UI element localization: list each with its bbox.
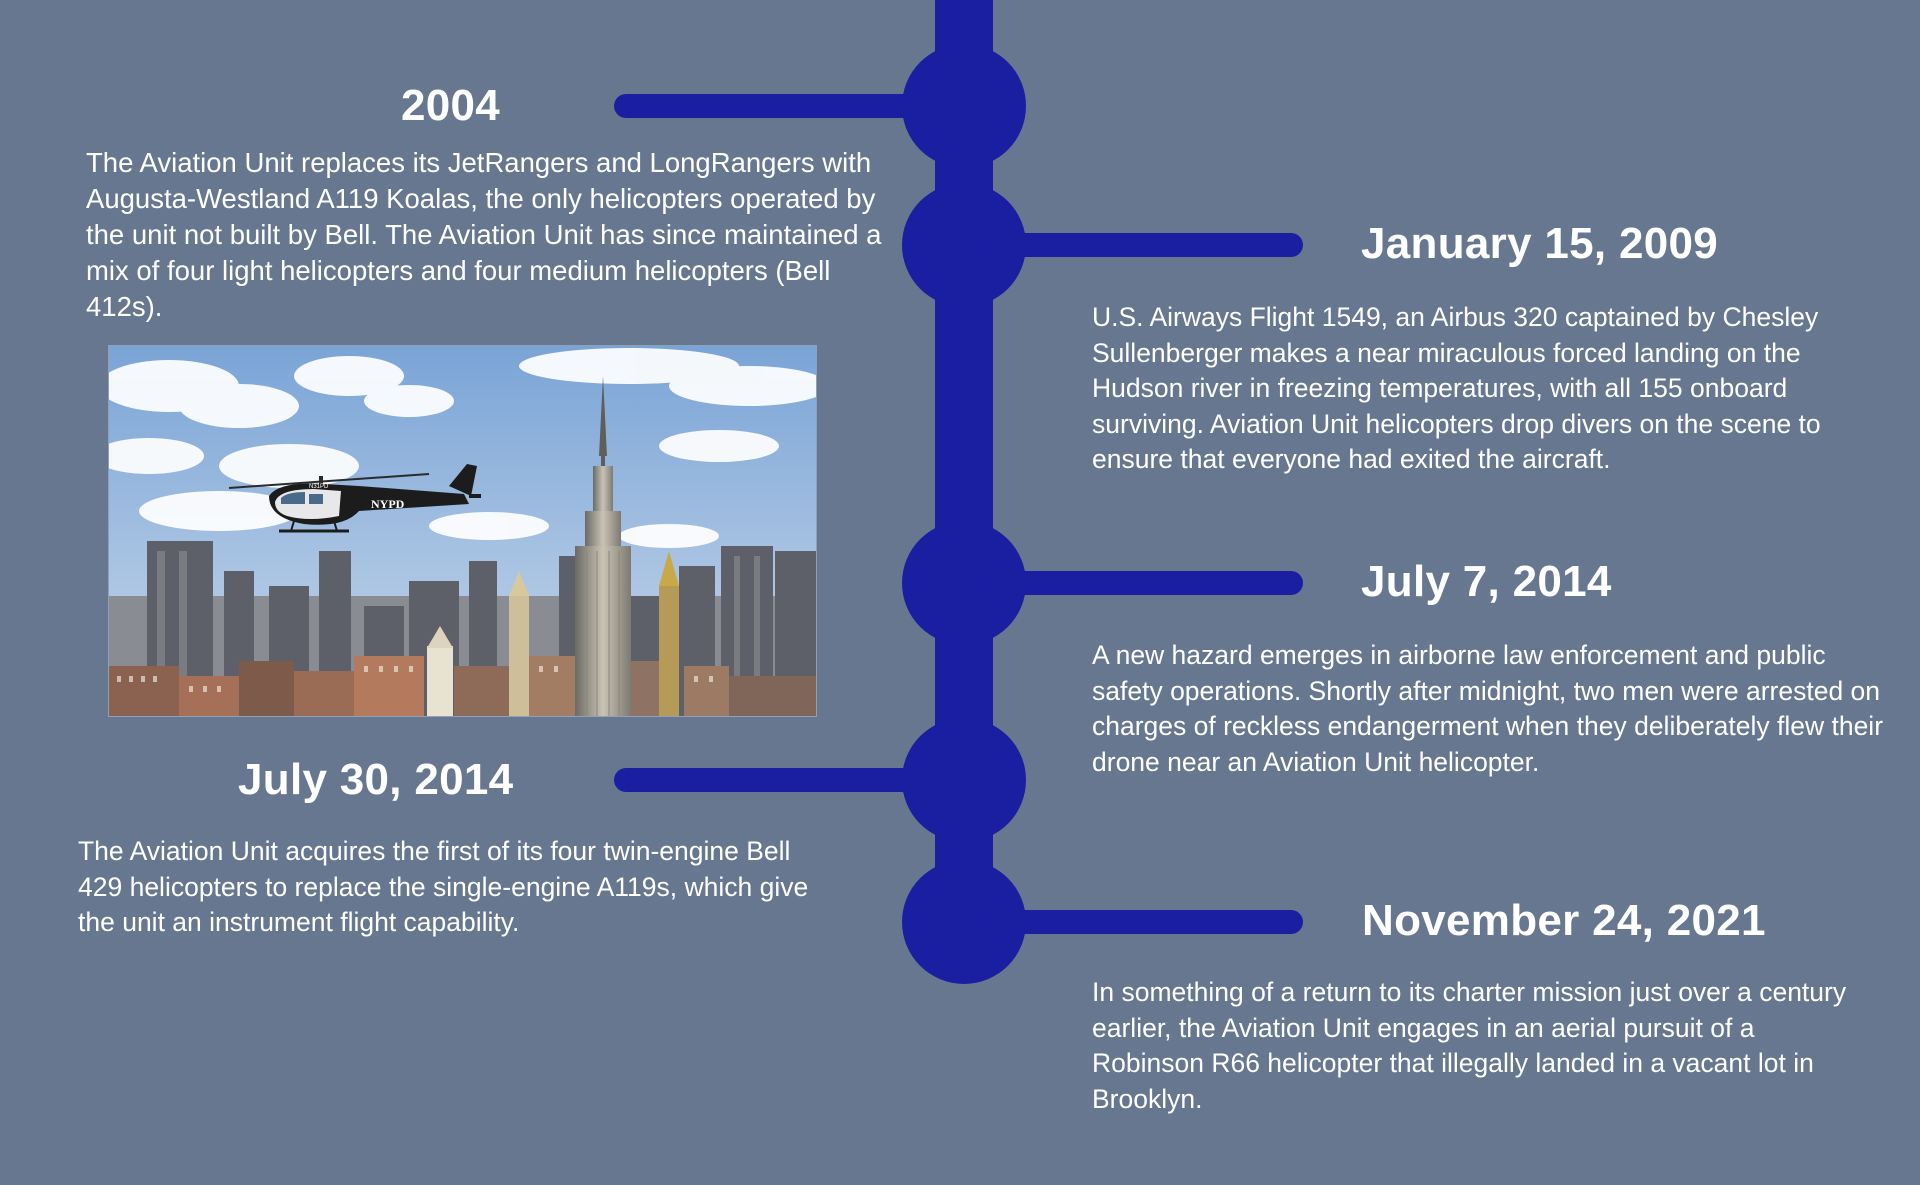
event-text-jul30-2014: The Aviation Unit acquires the first of its four twin-engine Bell 429 helicopters to replace the single-engine A119s, which give the unit an instrument flight capability. [78, 836, 809, 937]
connector-jul7-2014 [990, 571, 1303, 595]
event-date-2004: 2004 [401, 81, 501, 130]
connector-2004 [614, 94, 934, 118]
event-date-jul7-2014: July 7, 2014 [1361, 557, 1612, 606]
helicopter-nypd-label: NYPD [371, 497, 405, 511]
helicopter-tail-number: N31PD [309, 484, 329, 490]
event-text-nov-2021: In something of a return to its charter mission just over a century earlier, the Aviation Unit engages in an aerial pursuit of a Robinson R66 helicopter that illegally landed in a vacant lot in Brooklyn. [1092, 977, 1847, 1114]
connector-nov-2021 [990, 910, 1303, 934]
event-text-jul7-2014: A new hazard emerges in airborne law enforcement and public safety operations. Shortly after midnight, two men were arrested on charges of reckless endangerment when they deliberately flew their drone near an Aviation Unit helicopter. [1092, 640, 1884, 777]
event-text-jan-2009: U.S. Airways Flight 1549, an Airbus 320 captained by Chesley Sullenberger makes a near miraculous forced landing on the Hudson river in freezing temperatures, with all 155 onboard surviving. Aviation Unit helicopters drop divers on the scene to ensure that everyone had exited the aircraft. [1092, 302, 1821, 474]
event-date-jan-2009: January 15, 2009 [1361, 219, 1719, 268]
nypd-helicopter-skyline-photo [109, 346, 816, 716]
connector-jul30-2014 [614, 768, 934, 792]
event-date-jul30-2014: July 30, 2014 [238, 755, 514, 804]
connector-jan-2009 [990, 233, 1303, 257]
event-text-2004: The Aviation Unit replaces its JetRangers and LongRangers with Augusta-Westland A119 Koalas, the only helicopters operated by the unit not built by Bell. The Aviation Unit has since maintained a mix of four light helicopters and four medium helicopters (Bell 412s). [86, 147, 882, 322]
event-date-nov-2021: November 24, 2021 [1362, 896, 1766, 945]
